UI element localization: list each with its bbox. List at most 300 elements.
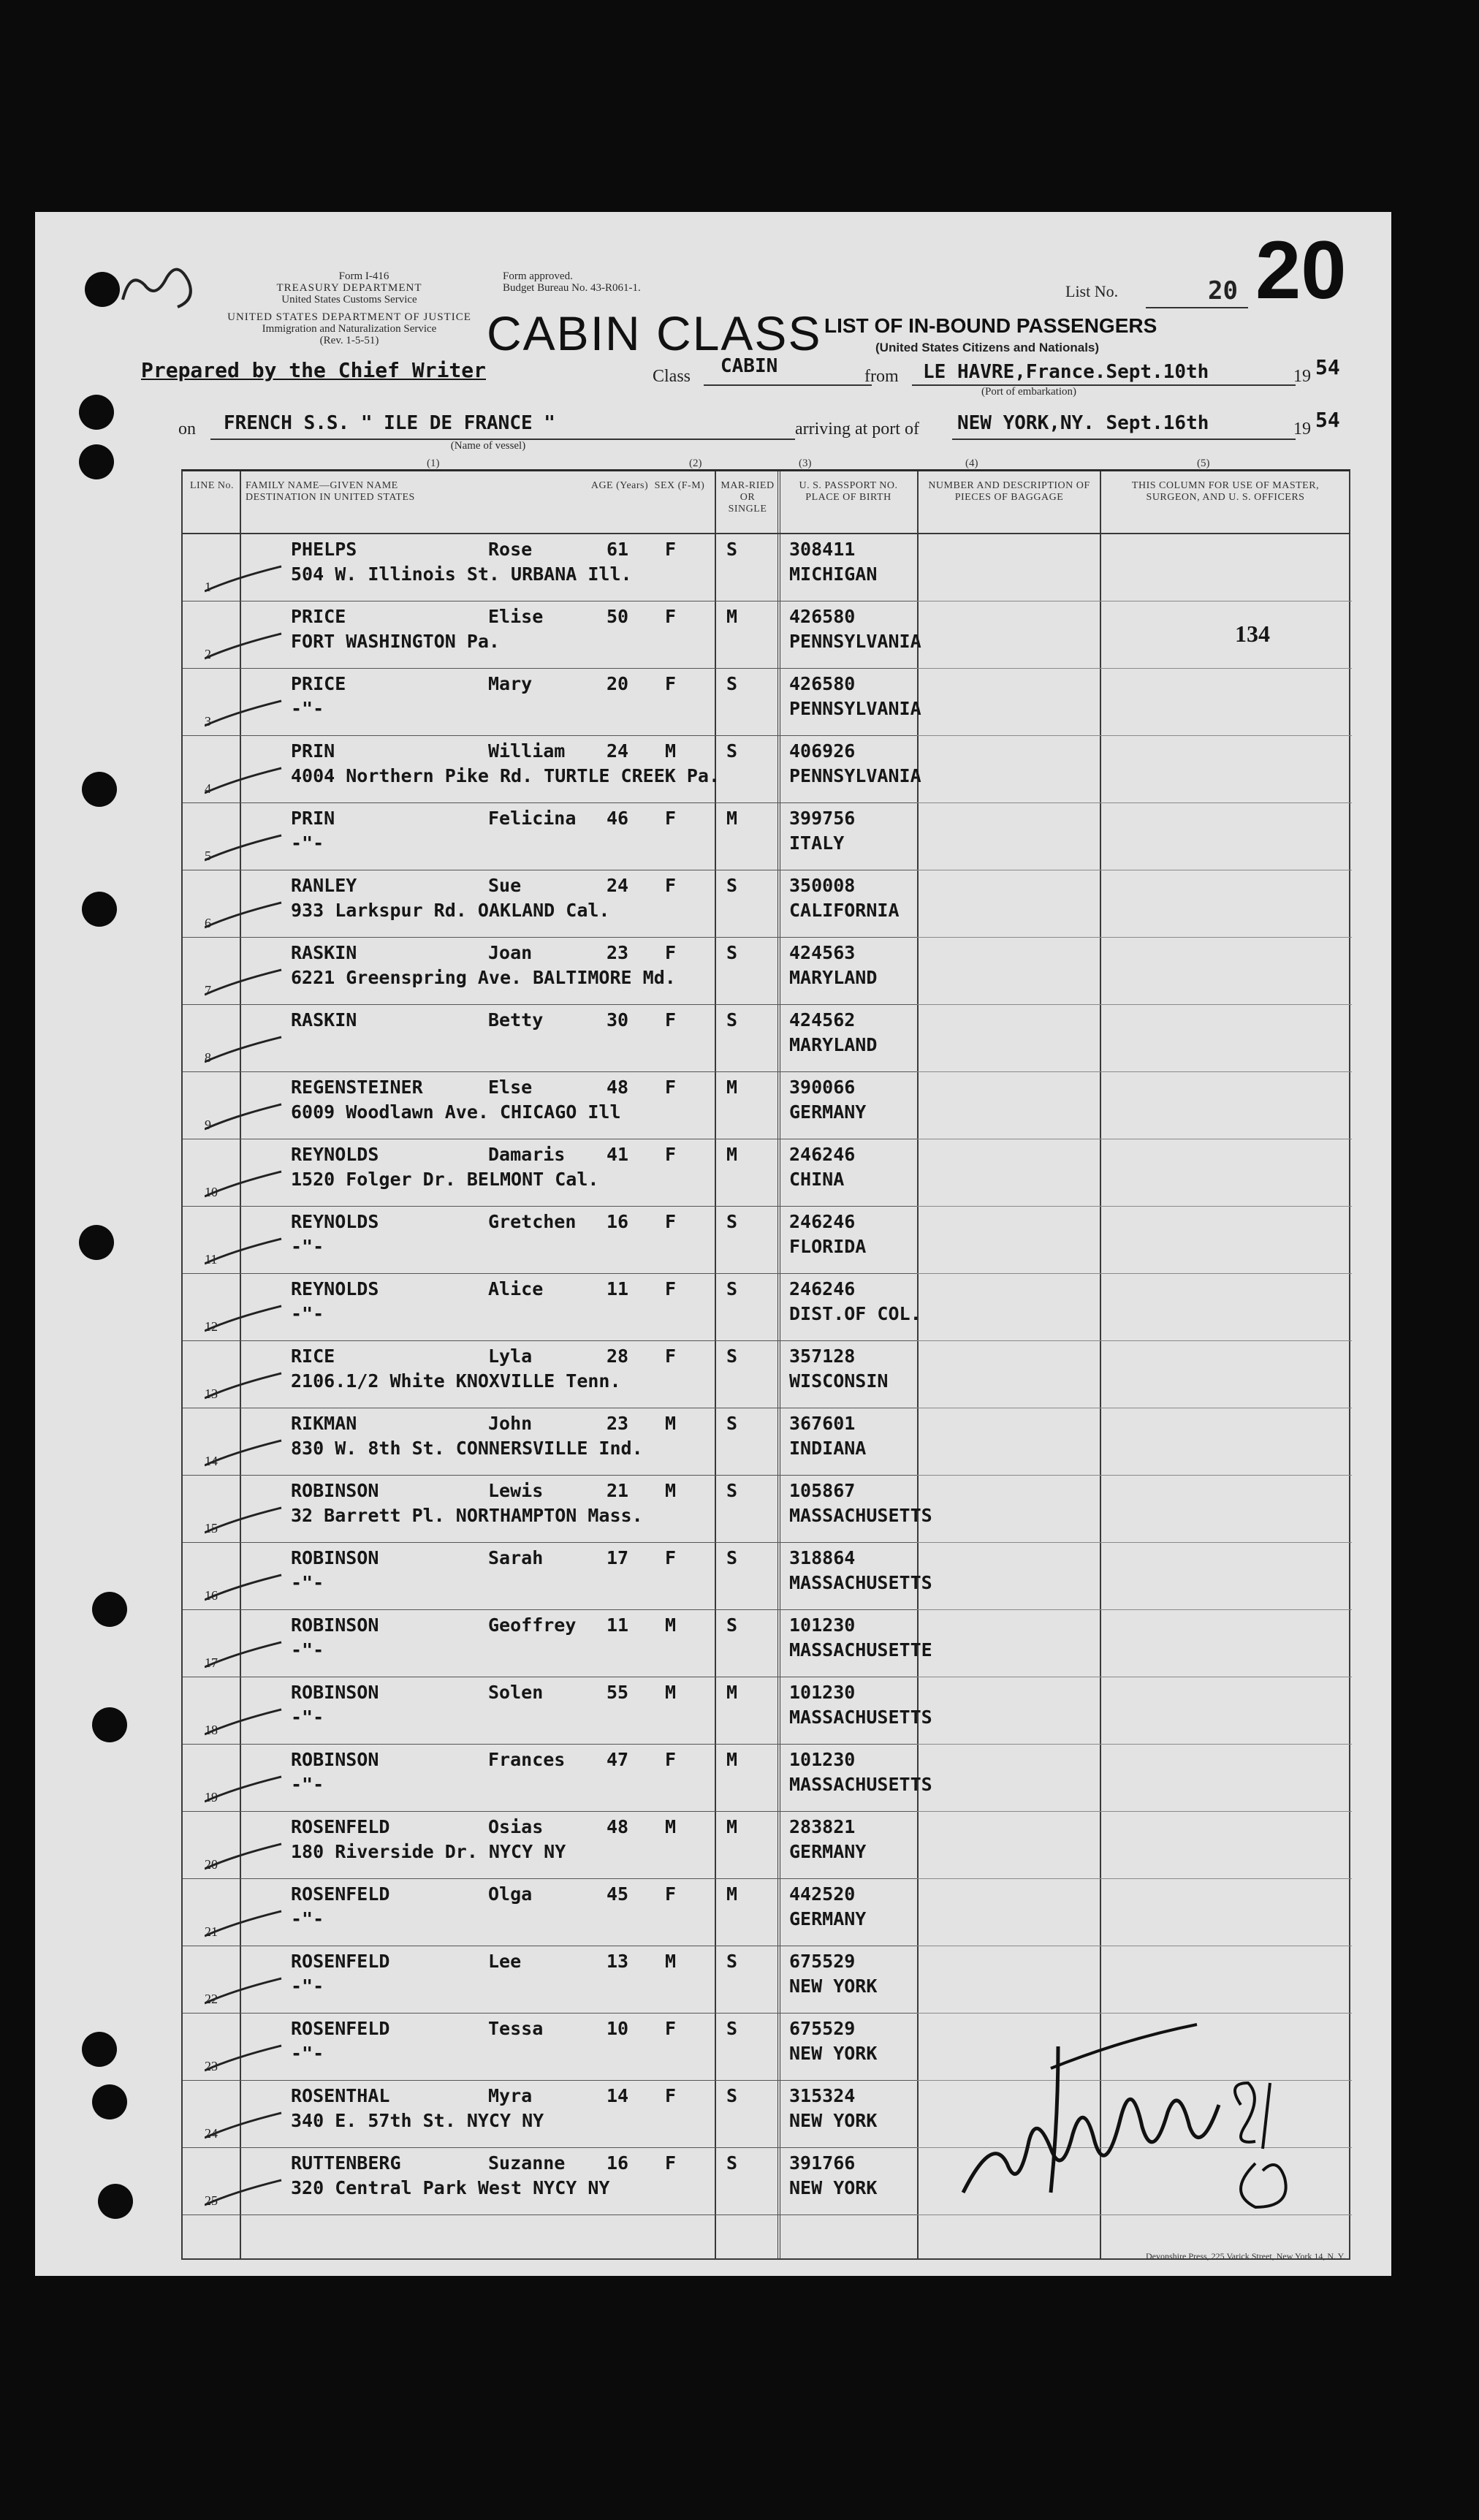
check-mark-icon: [205, 1976, 285, 2005]
cell-given: Tessa: [488, 2018, 544, 2039]
cell-dest: 32 Barrett Pl. NORTHAMPTON Mass.: [291, 1505, 643, 1526]
class-rule: [704, 384, 872, 386]
manifest-sheet: [35, 212, 1391, 2276]
cell-age: 48: [607, 1816, 629, 1837]
cell-age: 10: [607, 2018, 629, 2039]
punch-hole: [85, 272, 120, 307]
port-embarkation-caption: (Port of embarkation): [981, 386, 1076, 398]
cell-birthplace: PENNSYLVANIA: [789, 698, 921, 719]
cell-dest: 933 Larkspur Rd. OAKLAND Cal.: [291, 900, 610, 921]
cell-line-no: 9: [205, 1117, 211, 1132]
cell-age: 23: [607, 1413, 629, 1434]
cell-marital: S: [726, 1480, 738, 1501]
cell-birthplace: MASSACHUSETTS: [789, 1774, 932, 1795]
cell-marital: S: [726, 673, 738, 694]
cell-sex: F: [665, 1144, 677, 1165]
cell-passport: 105867: [789, 1480, 856, 1501]
cell-line-no: 4: [205, 781, 211, 796]
cell-line-no: 18: [205, 1723, 218, 1737]
cell-sex: F: [665, 539, 677, 560]
cell-passport: 283821: [789, 1816, 856, 1837]
table-row: [183, 1408, 1352, 1476]
cell-birthplace: MARYLAND: [789, 967, 878, 988]
table-row: [183, 1879, 1352, 1946]
cell-birthplace: DIST.OF COL.: [789, 1303, 921, 1324]
cell-line-no: 6: [205, 916, 211, 930]
cell-passport: 424562: [789, 1009, 856, 1031]
cell-passport: 315324: [789, 2085, 856, 2106]
cell-marital: S: [726, 942, 738, 963]
column-number: (1): [427, 458, 440, 469]
cell-marital: S: [726, 875, 738, 896]
check-mark-icon: [205, 1438, 285, 1467]
check-mark-icon: [205, 2043, 285, 2072]
cell-given: Geoffrey: [488, 1614, 577, 1636]
table-row: [183, 1610, 1352, 1677]
table-row: [183, 1341, 1352, 1408]
cell-given: Olga: [488, 1883, 533, 1905]
cell-marital: S: [726, 1211, 738, 1232]
cell-line-no: 20: [205, 1857, 218, 1872]
cell-given: Osias: [488, 1816, 544, 1837]
cell-family: ROBINSON: [291, 1682, 379, 1703]
class-label: Class: [653, 367, 691, 386]
cell-line-no: 21: [205, 1924, 218, 1939]
table-row: [183, 534, 1352, 601]
cell-age: 46: [607, 808, 629, 829]
cell-birthplace: PENNSYLVANIA: [789, 765, 921, 786]
cell-dest: -"-: [291, 1572, 324, 1593]
table-row: [183, 938, 1352, 1005]
cell-sex: F: [665, 1883, 677, 1905]
list-no-rule: [1146, 307, 1248, 308]
cell-given: Lyla: [488, 1346, 533, 1367]
cell-age: 30: [607, 1009, 629, 1031]
cell-given: Elise: [488, 606, 544, 627]
cell-age: 16: [607, 1211, 629, 1232]
list-no-label: List No.: [1065, 282, 1119, 300]
cell-passport: 424563: [789, 942, 856, 963]
header-age: AGE (Years): [590, 480, 649, 491]
cell-family: ROSENFELD: [291, 2018, 390, 2039]
approval-note: Form approved.: [503, 270, 573, 282]
budget-note: Budget Bureau No. 43-R061-1.: [503, 282, 641, 294]
cell-given: William: [488, 740, 566, 762]
cell-passport: 367601: [789, 1413, 856, 1434]
cell-line-no: 1: [205, 580, 211, 594]
printer-credit: Devonshire Press, 225 Varick Street, New York 14, N. Y.: [1146, 2251, 1345, 2261]
cell-age: 48: [607, 1077, 629, 1098]
cell-sex: M: [665, 1951, 677, 1972]
cell-family: ROBINSON: [291, 1614, 379, 1636]
cell-birthplace: MICHIGAN: [789, 563, 878, 585]
from-label: from: [864, 367, 899, 386]
cell-dest: -"-: [291, 2043, 324, 2064]
cell-family: REGENSTEINER: [291, 1077, 423, 1098]
cell-age: 41: [607, 1144, 629, 1165]
cell-given: Mary: [488, 673, 533, 694]
cell-marital: M: [726, 606, 738, 627]
cell-age: 11: [607, 1278, 629, 1299]
cell-line-no: 22: [205, 1992, 218, 2006]
cell-birthplace: MARYLAND: [789, 1034, 878, 1055]
cell-passport: 406926: [789, 740, 856, 762]
cell-given: Joan: [488, 942, 533, 963]
punch-hole: [92, 1707, 127, 1742]
cell-line-no: 7: [205, 983, 211, 998]
cell-family: PHELPS: [291, 539, 357, 560]
cell-given: Myra: [488, 2085, 533, 2106]
check-mark-icon: [205, 631, 285, 660]
header-marital: MAR-RIED OR SINGLE: [721, 480, 775, 515]
cell-birthplace: CHINA: [789, 1169, 845, 1190]
cell-marital: S: [726, 2018, 738, 2039]
cell-marital: M: [726, 1883, 738, 1905]
cell-line-no: 14: [205, 1454, 218, 1468]
cell-line-no: 2: [205, 647, 211, 661]
list-no-value: 20: [1208, 276, 1238, 305]
cell-family: PRICE: [291, 673, 346, 694]
cell-passport: 675529: [789, 1951, 856, 1972]
cell-passport: 426580: [789, 606, 856, 627]
cell-passport: 391766: [789, 2152, 856, 2174]
cell-age: 17: [607, 1547, 629, 1568]
table-row: [183, 1677, 1352, 1745]
cell-age: 24: [607, 875, 629, 896]
cell-marital: M: [726, 1682, 738, 1703]
cell-age: 24: [607, 740, 629, 762]
check-mark-icon: [205, 698, 285, 727]
cell-sex: F: [665, 1278, 677, 1299]
column-number: (2): [689, 458, 702, 469]
cell-passport: 318864: [789, 1547, 856, 1568]
cell-sex: F: [665, 2018, 677, 2039]
cell-line-no: 12: [205, 1319, 218, 1334]
arrival-value: NEW YORK,NY. Sept.16th: [957, 412, 1209, 434]
cell-sex: M: [665, 1614, 677, 1636]
preparer-note: Prepared by the Chief Writer: [141, 358, 487, 382]
cell-birthplace: NEW YORK: [789, 2177, 878, 2198]
cell-given: Solen: [488, 1682, 544, 1703]
cell-given: Frances: [488, 1749, 566, 1770]
cell-birthplace: GERMANY: [789, 1841, 867, 1862]
cell-family: ROBINSON: [291, 1749, 379, 1770]
cell-sex: F: [665, 808, 677, 829]
cell-given: Felicina: [488, 808, 577, 829]
cell-dest: -"-: [291, 1303, 324, 1324]
cell-age: 23: [607, 942, 629, 963]
cell-passport: 101230: [789, 1749, 856, 1770]
cell-line-no: 24: [205, 2126, 218, 2141]
cell-sex: F: [665, 606, 677, 627]
check-mark-icon: [205, 1236, 285, 1265]
cell-dest: 830 W. 8th St. CONNERSVILLE Ind.: [291, 1438, 643, 1459]
punch-hole: [79, 395, 114, 430]
year-value: 54: [1315, 355, 1340, 379]
cell-sex: M: [665, 1816, 677, 1837]
header-passport: U. S. PASSPORT NO. PLACE OF BIRTH: [799, 480, 898, 503]
cell-passport: 390066: [789, 1077, 856, 1098]
table-row: [183, 1476, 1352, 1543]
cell-birthplace: ITALY: [789, 832, 845, 854]
cell-sex: F: [665, 2152, 677, 2174]
cell-given: Damaris: [488, 1144, 566, 1165]
check-mark-icon: [205, 1572, 285, 1601]
cell-given: Else: [488, 1077, 533, 1098]
cell-marital: S: [726, 1278, 738, 1299]
cell-family: REYNOLDS: [291, 1278, 379, 1299]
check-mark-icon: [205, 1639, 285, 1669]
check-mark-icon: [205, 1169, 285, 1198]
cell-line-no: 3: [205, 714, 211, 729]
cell-sex: F: [665, 942, 677, 963]
cell-passport: 308411: [789, 539, 856, 560]
form-revision: (Rev. 1-5-51): [319, 335, 379, 346]
cell-line-no: 13: [205, 1386, 218, 1401]
cell-dest: 1520 Folger Dr. BELMONT Cal.: [291, 1169, 599, 1190]
cell-marital: M: [726, 1144, 738, 1165]
table-row: [183, 1005, 1352, 1072]
cell-age: 21: [607, 1480, 629, 1501]
cell-age: 11: [607, 1614, 629, 1636]
form-id: Form I-416: [338, 270, 389, 282]
cell-dest: 2106.1/2 White KNOXVILLE Tenn.: [291, 1370, 621, 1392]
cabin-class-title: CABIN CLASS: [487, 306, 822, 360]
vessel-caption: (Name of vessel): [450, 440, 526, 452]
cell-given: Suzanne: [488, 2152, 566, 2174]
cell-sex: F: [665, 1009, 677, 1031]
cell-marital: M: [726, 1816, 738, 1837]
cell-birthplace: NEW YORK: [789, 2043, 878, 2064]
cell-family: ROBINSON: [291, 1547, 379, 1568]
cell-dest: 6221 Greenspring Ave. BALTIMORE Md.: [291, 967, 676, 988]
cell-given: Rose: [488, 539, 533, 560]
punch-hole: [82, 2032, 117, 2067]
check-mark-icon: [205, 1101, 285, 1131]
cell-passport: 101230: [789, 1682, 856, 1703]
cell-marital: S: [726, 2152, 738, 2174]
year-label: 19: [1293, 367, 1311, 386]
cell-birthplace: GERMANY: [789, 1908, 867, 1929]
cell-line-no: 16: [205, 1588, 218, 1603]
cell-line-no: 11: [205, 1252, 218, 1267]
cell-marital: S: [726, 1547, 738, 1568]
check-mark-icon: [205, 1303, 285, 1332]
check-mark-icon: [205, 1370, 285, 1400]
cell-line-no: 25: [205, 2193, 218, 2208]
cell-marital: M: [726, 808, 738, 829]
cell-marital: S: [726, 2085, 738, 2106]
cell-age: 13: [607, 1951, 629, 1972]
cell-line-no: 10: [205, 1185, 218, 1199]
check-mark-icon: [205, 563, 285, 593]
table-row: [183, 1745, 1352, 1812]
check-mark-icon: [205, 2110, 285, 2139]
cell-marital: S: [726, 740, 738, 762]
cell-family: ROSENFELD: [291, 1883, 390, 1905]
ins-name: Immigration and Naturalization Service: [262, 323, 437, 335]
cell-sex: F: [665, 1346, 677, 1367]
cell-line-no: 8: [205, 1050, 211, 1065]
cell-dest: 504 W. Illinois St. URBANA Ill.: [291, 563, 632, 585]
department-name: TREASURY DEPARTMENT: [276, 282, 422, 294]
cell-passport: 246246: [789, 1278, 856, 1299]
cell-age: 45: [607, 1883, 629, 1905]
page-number: 20: [1255, 224, 1347, 316]
header-baggage: NUMBER AND DESCRIPTION OF PIECES OF BAGGAGE: [928, 480, 1090, 503]
cell-family: REYNOLDS: [291, 1211, 379, 1232]
table-row: [183, 736, 1352, 803]
cell-age: 47: [607, 1749, 629, 1770]
cell-dest: 320 Central Park West NYCY NY: [291, 2177, 610, 2198]
cell-line-no: 15: [205, 1521, 218, 1536]
cell-sex: F: [665, 2085, 677, 2106]
table-row: [183, 669, 1352, 736]
check-mark-icon: [205, 1774, 285, 1803]
service-name: United States Customs Service: [281, 294, 417, 305]
list-title: LIST OF IN-BOUND PASSENGERS: [824, 314, 1157, 337]
arrival-year-label: 19: [1293, 420, 1311, 439]
punch-hole: [79, 1225, 114, 1260]
cell-marital: S: [726, 1346, 738, 1367]
cell-sex: F: [665, 1547, 677, 1568]
arrival-rule: [952, 439, 1296, 440]
cell-dest: -"-: [291, 1639, 324, 1661]
cell-age: 28: [607, 1346, 629, 1367]
cell-dest: -"-: [291, 1774, 324, 1795]
cell-given: Lee: [488, 1951, 522, 1972]
table-row: [183, 1139, 1352, 1207]
cell-passport: 399756: [789, 808, 856, 829]
cell-age: 14: [607, 2085, 629, 2106]
cell-line-no: 23: [205, 2059, 218, 2073]
cell-marital: S: [726, 1614, 738, 1636]
cell-birthplace: MASSACHUSETTE: [789, 1639, 932, 1661]
cell-dest: -"-: [291, 1707, 324, 1728]
cell-birthplace: NEW YORK: [789, 2110, 878, 2131]
cell-age: 55: [607, 1682, 629, 1703]
cell-line-no: 19: [205, 1790, 218, 1804]
cell-official: 134: [1235, 620, 1270, 647]
cell-family: RUTTENBERG: [291, 2152, 401, 2174]
cell-passport: 101230: [789, 1614, 856, 1636]
cell-birthplace: GERMANY: [789, 1101, 867, 1123]
arrival-year-value: 54: [1315, 408, 1340, 432]
header-line-no: LINE No.: [190, 480, 234, 491]
cell-passport: 246246: [789, 1144, 856, 1165]
table-row: [183, 1274, 1352, 1341]
cell-given: Alice: [488, 1278, 544, 1299]
cell-sex: F: [665, 1077, 677, 1098]
vessel-name: FRENCH S.S. " ILE DE FRANCE ": [224, 412, 555, 434]
cell-dest: -"-: [291, 698, 324, 719]
cell-marital: M: [726, 1749, 738, 1770]
cell-family: ROSENFELD: [291, 1816, 390, 1837]
cell-dest: 340 E. 57th St. NYCY NY: [291, 2110, 544, 2131]
cell-given: Gretchen: [488, 1211, 577, 1232]
cell-dest: 6009 Woodlawn Ave. CHICAGO Ill: [291, 1101, 621, 1123]
cell-dest: -"-: [291, 1236, 324, 1257]
cell-family: ROSENTHAL: [291, 2085, 390, 2106]
cell-given: Lewis: [488, 1480, 544, 1501]
check-mark-icon: [205, 1841, 285, 1870]
cell-passport: 350008: [789, 875, 856, 896]
cell-dest: -"-: [291, 1976, 324, 1997]
cell-dest: 180 Riverside Dr. NYCY NY: [291, 1841, 566, 1862]
cell-given: Sarah: [488, 1547, 544, 1568]
cell-birthplace: FLORIDA: [789, 1236, 867, 1257]
cell-marital: S: [726, 1009, 738, 1031]
table-row: [183, 1207, 1352, 1274]
cell-marital: S: [726, 539, 738, 560]
cell-line-no: 5: [205, 849, 211, 863]
cell-dest: -"-: [291, 832, 324, 854]
cell-family: ROBINSON: [291, 1480, 379, 1501]
cell-dest: FORT WASHINGTON Pa.: [291, 631, 500, 652]
header-name-destination: FAMILY NAME—GIVEN NAME DESTINATION IN UNITED STATES: [246, 480, 415, 503]
column-number: (5): [1197, 458, 1210, 469]
cell-passport: 357128: [789, 1346, 856, 1367]
cell-sex: M: [665, 1413, 677, 1434]
table-row: [183, 803, 1352, 870]
check-mark-icon: [205, 900, 285, 929]
check-mark-icon: [205, 1707, 285, 1736]
cell-passport: 675529: [789, 2018, 856, 2039]
header-officials: THIS COLUMN FOR USE OF MASTER, SURGEON, AND U. S. OFFICERS: [1131, 480, 1320, 503]
cell-family: RICE: [291, 1346, 335, 1367]
cell-age: 16: [607, 2152, 629, 2174]
table-row: [183, 1072, 1352, 1139]
class-value: CABIN: [721, 355, 778, 377]
cell-family: PRICE: [291, 606, 346, 627]
cell-sex: F: [665, 1211, 677, 1232]
cell-dest: -"-: [291, 1908, 324, 1929]
cell-given: John: [488, 1413, 533, 1434]
cell-age: 61: [607, 539, 629, 560]
punch-hole: [82, 892, 117, 927]
cell-age: 50: [607, 606, 629, 627]
cell-marital: S: [726, 1951, 738, 1972]
cell-family: RASKIN: [291, 942, 357, 963]
cell-sex: M: [665, 740, 677, 762]
header-sex: SEX (F-M): [654, 480, 705, 491]
column-number: (3): [799, 458, 812, 469]
cell-birthplace: PENNSYLVANIA: [789, 631, 921, 652]
cell-family: PRIN: [291, 740, 335, 762]
cell-passport: 246246: [789, 1211, 856, 1232]
check-mark-icon: [205, 832, 285, 862]
on-label: on: [178, 420, 196, 439]
cell-age: 20: [607, 673, 629, 694]
cell-family: REYNOLDS: [291, 1144, 379, 1165]
check-mark-icon: [205, 1505, 285, 1534]
cell-sex: M: [665, 1682, 677, 1703]
cell-passport: 442520: [789, 1883, 856, 1905]
handwritten-signature: [948, 1973, 1358, 2236]
column-number: (4): [965, 458, 978, 469]
cell-birthplace: MASSACHUSETTS: [789, 1505, 932, 1526]
cell-birthplace: CALIFORNIA: [789, 900, 900, 921]
cell-family: ROSENFELD: [291, 1951, 390, 1972]
cell-marital: S: [726, 1413, 738, 1434]
table-row: [183, 870, 1352, 938]
punch-hole: [82, 772, 117, 807]
cell-passport: 426580: [789, 673, 856, 694]
cell-sex: F: [665, 673, 677, 694]
cell-birthplace: INDIANA: [789, 1438, 867, 1459]
cell-sex: F: [665, 875, 677, 896]
cell-family: RIKMAN: [291, 1413, 357, 1434]
